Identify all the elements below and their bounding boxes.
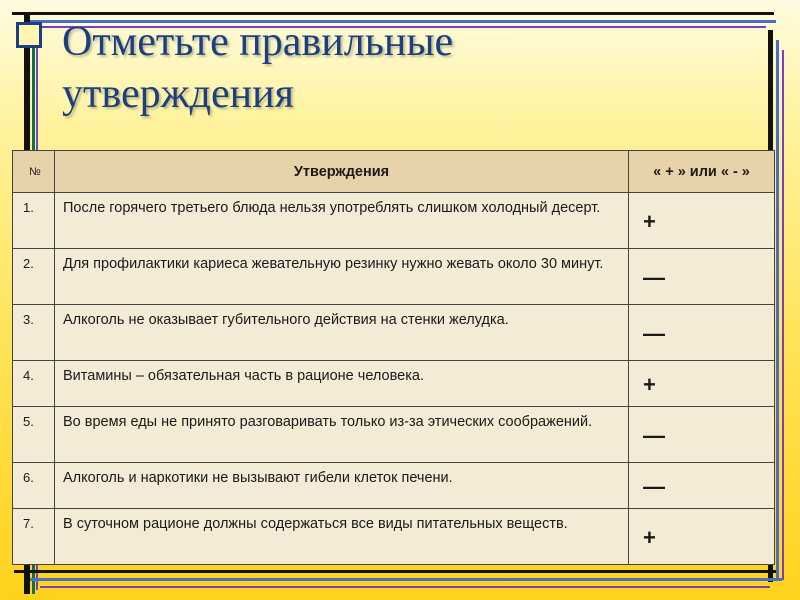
- row-number: 2.: [13, 249, 55, 305]
- row-number: 5.: [13, 407, 55, 463]
- row-statement: После горячего третьего блюда нельзя употреблять слишком холодный десерт.: [55, 193, 629, 249]
- frame-bar-right-purple: [782, 50, 784, 580]
- square-bullet-icon: [16, 22, 42, 48]
- row-mark[interactable]: —: [629, 407, 775, 463]
- table-row: [13, 361, 775, 407]
- row-statement: В суточном рационе должны содержаться все виды питательных веществ.: [55, 509, 629, 565]
- row-number: 7.: [13, 509, 55, 565]
- frame-bar-top-dark: [12, 12, 774, 15]
- table-row: [13, 249, 775, 305]
- frame-bar-right-blue: [776, 40, 779, 580]
- statements-table: [12, 150, 775, 565]
- table-row: [13, 305, 775, 361]
- row-mark[interactable]: +: [629, 193, 775, 249]
- frame-bar-bottom-purple: [40, 586, 770, 588]
- table-header-row: [13, 151, 775, 193]
- header-statement: Утверждения: [55, 151, 629, 193]
- row-statement: Алкоголь не оказывает губительного действия на стенки желудка.: [55, 305, 629, 361]
- row-mark[interactable]: —: [629, 463, 775, 509]
- row-mark[interactable]: +: [629, 509, 775, 565]
- row-statement: Для профилактики кариеса жевательную резинку нужно жевать около 30 минут.: [55, 249, 629, 305]
- row-number: 1.: [13, 193, 55, 249]
- row-number: 3.: [13, 305, 55, 361]
- row-mark[interactable]: —: [629, 249, 775, 305]
- table-row: [13, 463, 775, 509]
- row-number: 6.: [13, 463, 55, 509]
- frame-bar-bottom-blue: [30, 578, 782, 581]
- header-mark: « + » или « - »: [629, 151, 775, 193]
- header-number: №: [13, 151, 55, 193]
- table-row: [13, 193, 775, 249]
- row-statement: Во время еды не принято разговаривать только из-за этических соображений.: [55, 407, 629, 463]
- row-statement: Витамины – обязательная часть в рационе человека.: [55, 361, 629, 407]
- frame-bar-bottom-dark: [14, 570, 776, 573]
- table-row: [13, 407, 775, 463]
- row-mark[interactable]: —: [629, 305, 775, 361]
- row-mark[interactable]: +: [629, 361, 775, 407]
- page-title: Отметьте правильные утверждения: [62, 19, 454, 117]
- table-row: [13, 509, 775, 565]
- row-statement: Алкоголь и наркотики не вызывают гибели клеток печени.: [55, 463, 629, 509]
- row-number: 4.: [13, 361, 55, 407]
